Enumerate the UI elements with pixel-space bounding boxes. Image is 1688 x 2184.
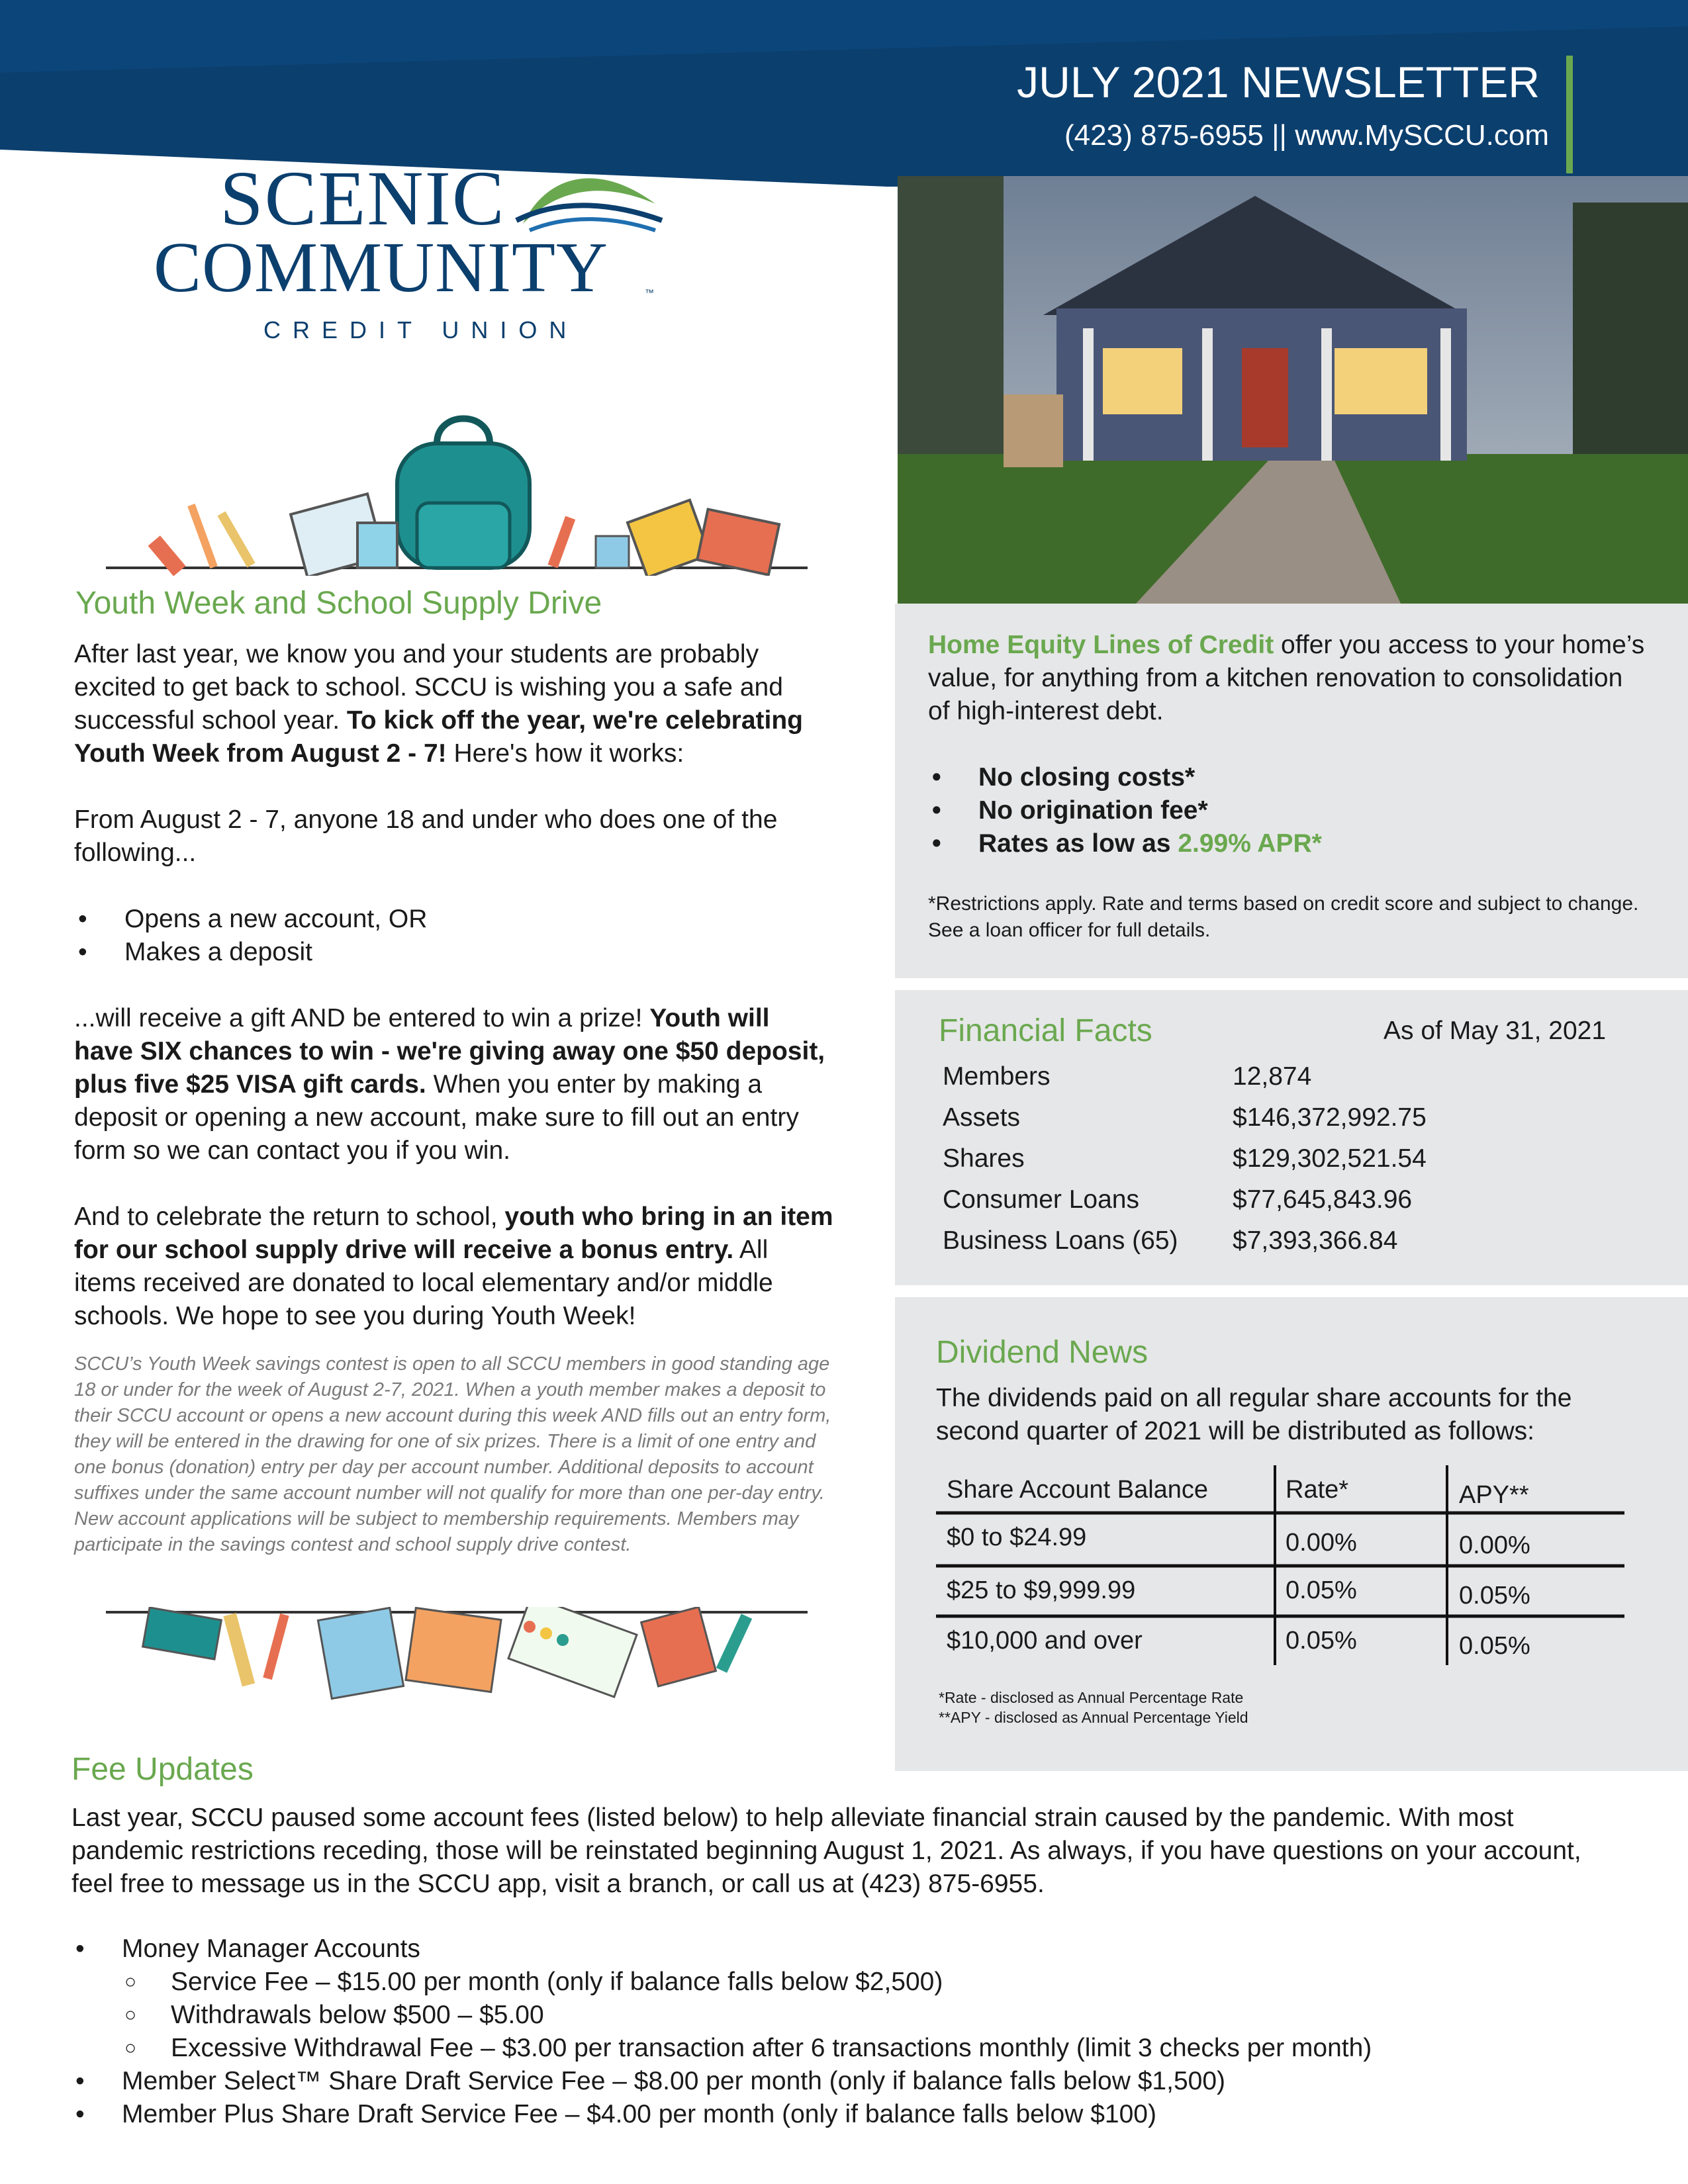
table-row: Shares $129,302,521.54 (943, 1144, 1427, 1173)
header-contact: (423) 875-6955 || www.MySCCU.com (1064, 119, 1549, 152)
logo-line2: COMMUNITY (154, 228, 609, 307)
fee-updates-intro: Last year, SCCU paused some account fees (listed below) to help alleviate financial strain caused by the pandemic. With most pandemic restrictions receding, those will be reinstated beginning August 1, 2021. As always, if you have questions on your account, feel free to message us in the SCCU app, visit a branch, or call us at (423) 875-6955. (71, 1803, 1581, 1898)
list-item: ○ Excessive Withdrawal Fee – $3.00 per transaction after 6 transactions monthly (limit 3 checks per month) (71, 2032, 1614, 2065)
list-item: • No closing costs* (928, 761, 1650, 794)
financial-facts-table (943, 1056, 1427, 1261)
fee-list-more (71, 2065, 1614, 2131)
fee-updates-heading: Fee Updates (71, 1752, 254, 1787)
youth-heading: Youth Week and School Supply Drive (75, 586, 602, 621)
dividend-col-rate: Rate* (1286, 1476, 1349, 1504)
list-item: • Opens a new account, OR (74, 903, 835, 936)
table-cell: $0 to $24.99 (947, 1524, 1087, 1551)
table-cell: 0.05% (1459, 1582, 1530, 1610)
newsletter-title: JULY 2021 NEWSLETTER (1017, 58, 1540, 107)
logo (147, 155, 663, 356)
list-item: • Rates as low as 2.99% APR* (928, 827, 1650, 860)
table-row: Consumer Loans $77,645,843.96 (943, 1185, 1413, 1214)
list-item: • Money Manager Accounts (71, 1933, 1614, 1966)
logo-swoosh-icon (510, 158, 669, 237)
youth-paragraph-1: After last year, we know you and your students are probably excited to get back to school. SCCU is wishing you a safe and successful school year. To kick off the year, we're celebrating Youth Week from August 2 - 7! Here's how it works: (74, 640, 804, 768)
fee-list (71, 1933, 1614, 2131)
logo-tm: ™ (645, 287, 654, 298)
logo-tagline: CREDIT UNION (263, 316, 579, 343)
dividend-heading: Dividend News (936, 1335, 1149, 1370)
school-supplies-bottom-illustration (106, 1607, 808, 1706)
table-cell: 0.05% (1459, 1632, 1530, 1660)
dividend-col-balance: Share Account Balance (947, 1476, 1209, 1504)
logo-line1: SCENIC (220, 155, 506, 242)
youth-paragraph-3: ...will receive a gift AND be entered to win a prize! Youth will have SIX chances to win - we're giving away one $50 deposit, plus five $25 VISA gift cards. When you enter by making a deposit or opening a new account, make sure to fill out an entry form so we can contact you if you win. (74, 1004, 825, 1165)
dividend-note-apy: **APY - disclosed as Annual Percentage Yield (939, 1709, 1248, 1726)
youth-bullets (74, 903, 835, 969)
heloc-lead: Home Equity Lines of Credit offer you access to your home’s value, for anything from a kitchen renovation to consolidation of high-interest debt. (928, 631, 1645, 725)
table-cell: $25 to $9,999.99 (947, 1576, 1136, 1604)
table-cell: $10,000 and over (947, 1627, 1143, 1655)
dividend-note-rate: *Rate - disclosed as Annual Percentage Rate (939, 1689, 1244, 1706)
table-row: Members 12,874 (943, 1062, 1312, 1091)
table-cell: 0.05% (1286, 1627, 1357, 1655)
table-row: Assets $146,372,992.75 (943, 1103, 1427, 1132)
school-supplies-illustration (106, 404, 808, 576)
table-cell: 0.00% (1286, 1529, 1357, 1557)
youth-paragraph-4: And to celebrate the return to school, youth who bring in an item for our school supply drive will receive a bonus entry. All items received are donated to local elementary and/or middle schools. We hope to see you during Youth Week! (74, 1203, 833, 1330)
youth-fine-print: SCCU’s Youth Week savings contest is open to all SCCU members in good standing age 18 or under for the week of August 2-7, 2021. When a youth member makes a deposit to their SCCU account or opens a new account during this week AND fills out an entry form, they will be entered in the drawing for one of six prizes. There is a limit of one entry and one bonus (donation) entry per day per account number. Additional deposits to account suffixes under the same account number will not qualify for more than one per-day entry. New account applications will be subject to membership requirements. Members may participate in the savings contest and school supply drive contest. (74, 1353, 831, 1555)
fee-sublist (71, 1966, 1614, 2065)
youth-paragraph-2: From August 2 - 7, anyone 18 and under who does one of the following... (74, 805, 778, 867)
financial-facts-heading: Financial Facts (939, 1013, 1152, 1048)
table-row: Business Loans (65) $7,393,366.84 (943, 1226, 1398, 1255)
list-item: • Member Select™ Share Draft Service Fee – $8.00 per month (only if balance falls below $1,500) (71, 2065, 1614, 2098)
list-item: • Member Plus Share Draft Service Fee – $4.00 per month (only if balance falls below $100) (71, 2098, 1614, 2131)
heloc-bullets (928, 761, 1650, 860)
fee-list-main (71, 1933, 1614, 1966)
youth-body (74, 638, 835, 1333)
list-item: ○ Service Fee – $15.00 per month (only if balance falls below $2,500) (71, 1966, 1614, 1999)
table-cell: 0.00% (1459, 1531, 1530, 1559)
financial-facts-date: As of May 31, 2021 (1383, 1017, 1607, 1045)
heloc-disclaimer: *Restrictions apply. Rate and terms based on credit score and subject to change. See a loan officer for full details. (928, 893, 1639, 941)
house-photo (898, 176, 1688, 604)
list-item: ○ Withdrawals below $500 – $5.00 (71, 1999, 1614, 2032)
list-item: • Makes a deposit (74, 936, 835, 969)
list-item: • No origination fee* (928, 794, 1650, 827)
table-cell: 0.05% (1286, 1576, 1357, 1604)
dividend-intro: The dividends paid on all regular share accounts for the second quarter of 2021 will be distributed as follows: (936, 1384, 1572, 1445)
dividend-col-apy: APY** (1459, 1481, 1529, 1509)
